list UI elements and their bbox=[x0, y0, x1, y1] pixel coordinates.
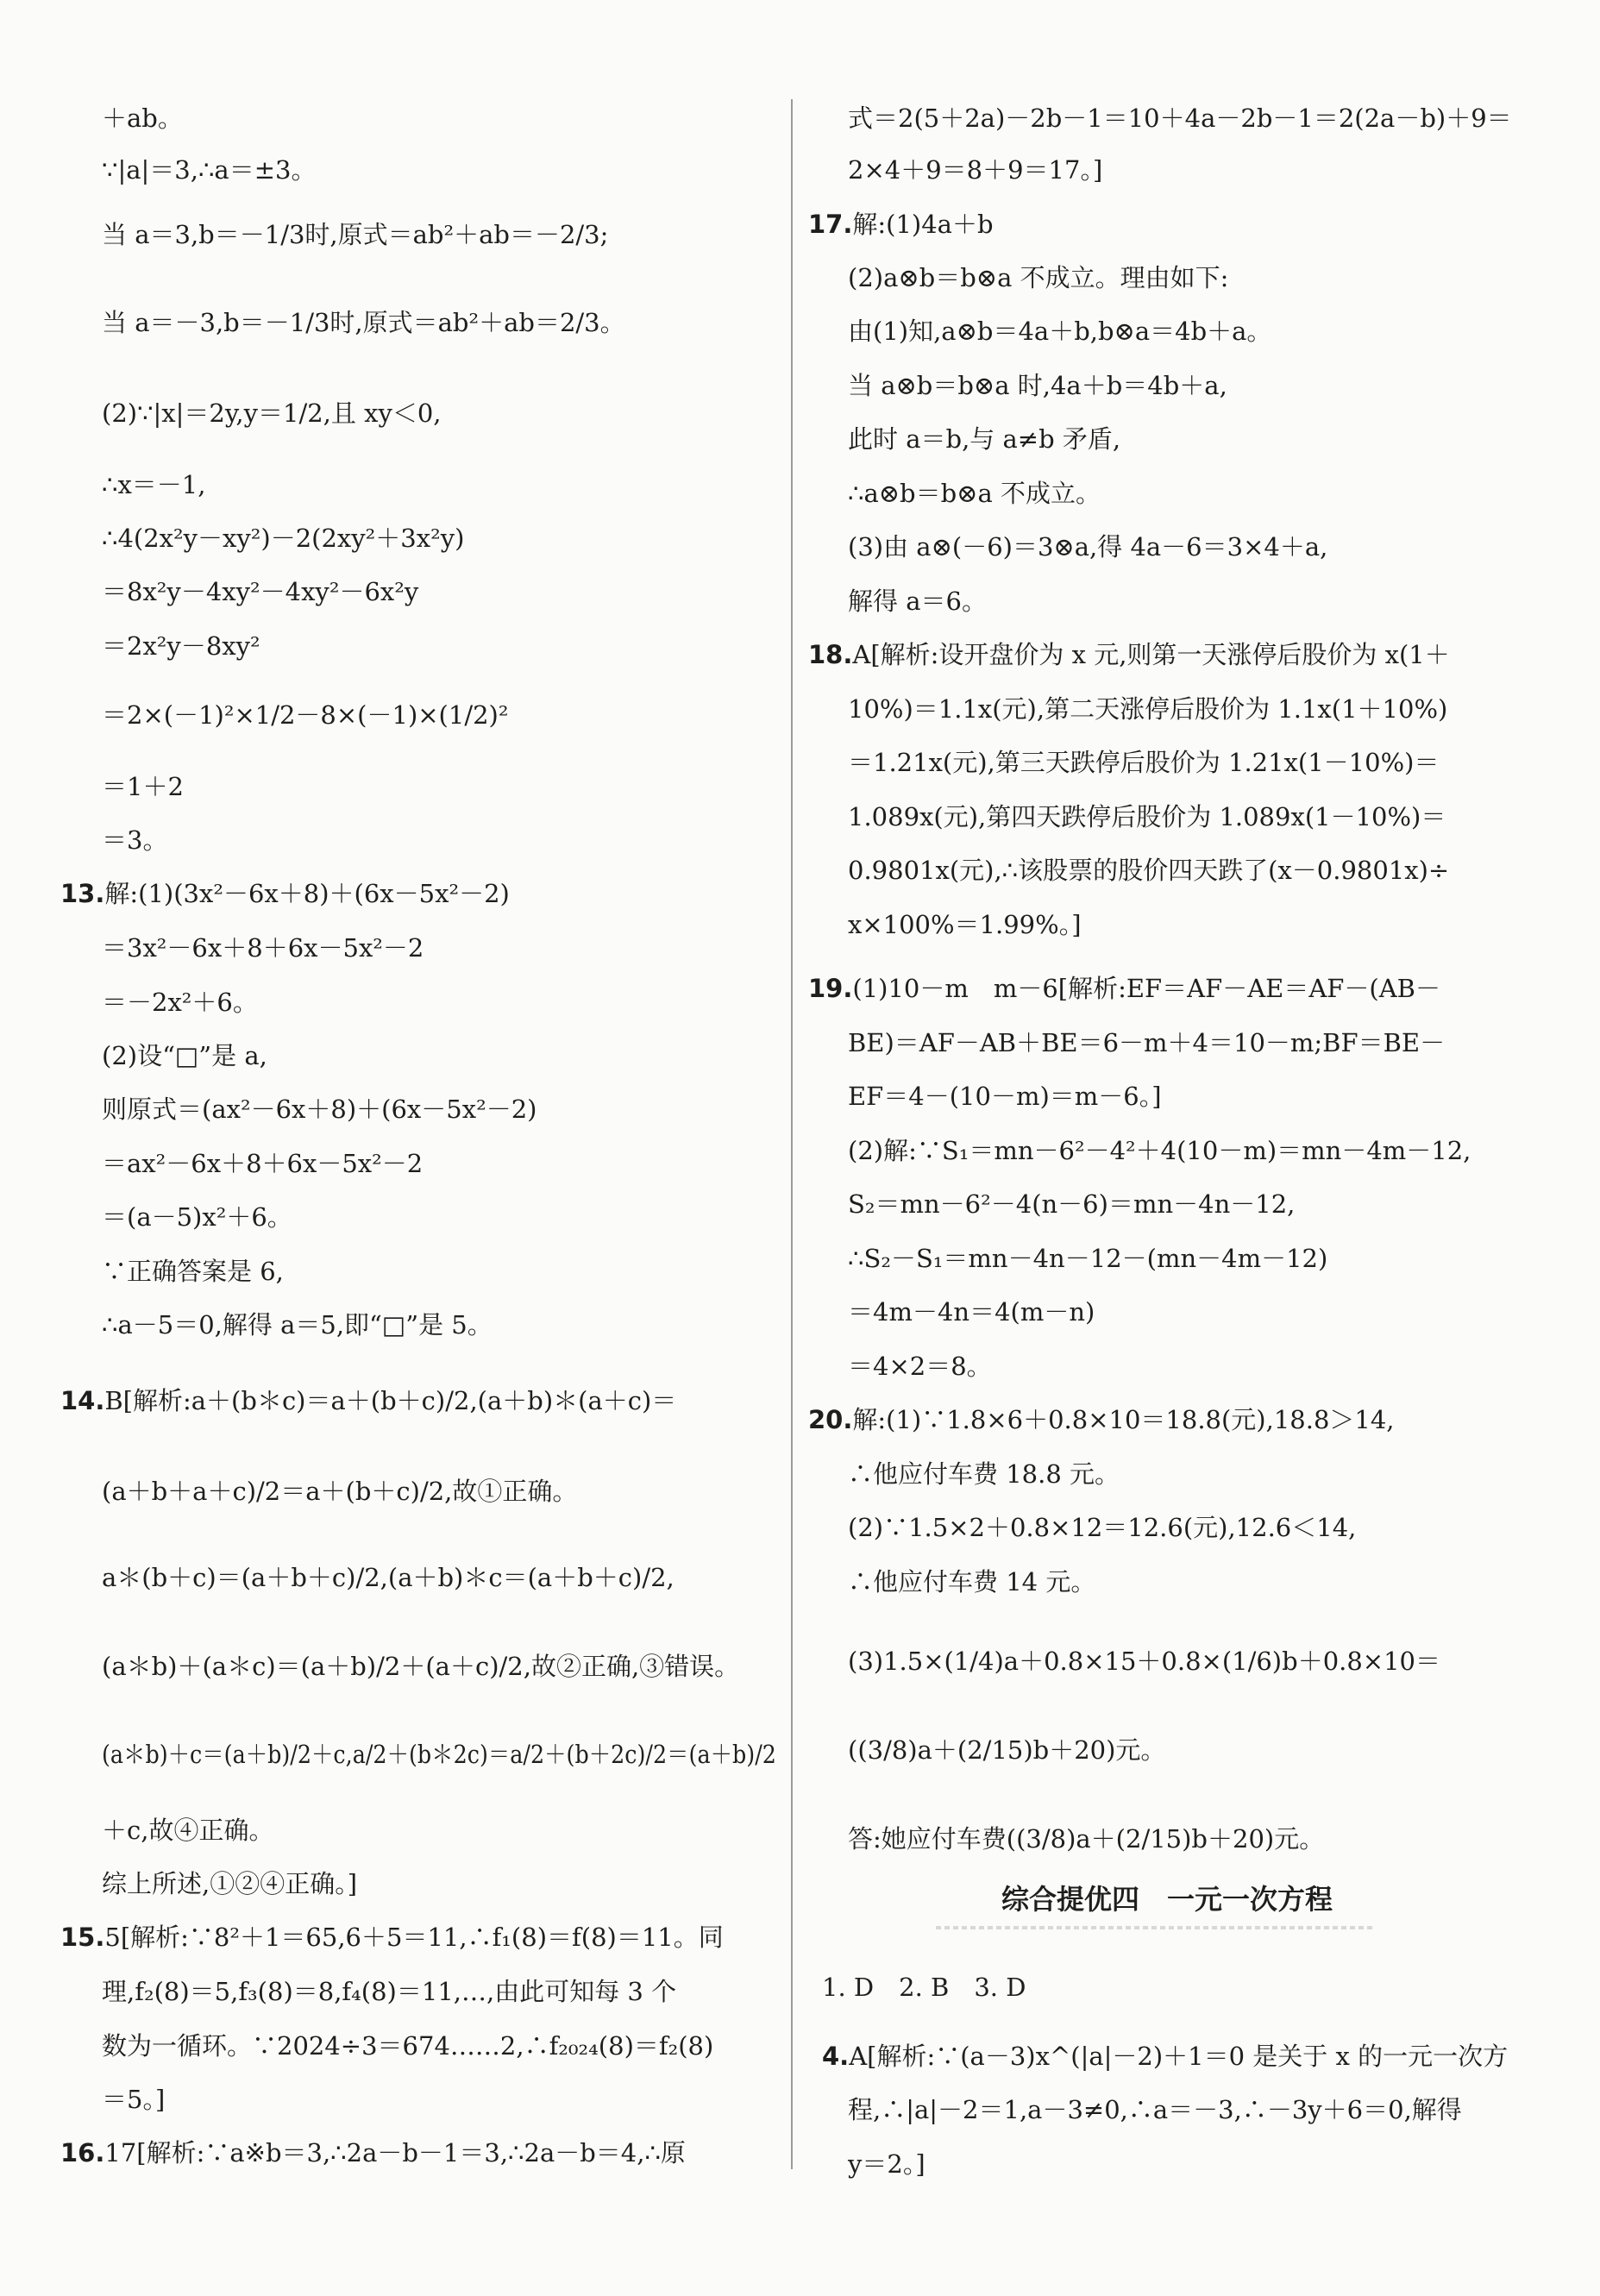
text-line: ＝－2x²＋6。 bbox=[102, 988, 258, 1017]
text-line: (2)解:∵S₁＝mn－6²－4²＋4(10－m)＝mn－4m－12, bbox=[848, 1136, 1471, 1165]
text-line: a＊(b＋c)＝(a＋b＋c)/2,(a＋b)＊c＝(a＋b＋c)/2, bbox=[102, 1563, 675, 1592]
text-line: 则原式＝(ax²－6x＋8)＋(6x－5x²－2) bbox=[102, 1095, 537, 1124]
text-line: 4.A[解析:∵(a－3)x^(|a|－2)＋1＝0 是关于 x 的一元一次方 bbox=[822, 2042, 1509, 2071]
text-line: 16.17[解析:∵a※b＝3,∴2a－b－1＝3,∴2a－b＝4,∴原 bbox=[60, 2138, 686, 2167]
text-line: ∴他应付车费 18.8 元。 bbox=[848, 1459, 1120, 1489]
text-line: 当 a⊗b＝b⊗a 时,4a＋b＝4b＋a, bbox=[848, 371, 1227, 400]
text-line: 13.解:(1)(3x²－6x＋8)＋(6x－5x²－2) bbox=[60, 879, 510, 908]
text-line: 答:她应付车费((3/8)a＋(2/15)b＋20)元。 bbox=[848, 1824, 1325, 1854]
text-line: (2)∵1.5×2＋0.8×12＝12.6(元),12.6＜14, bbox=[848, 1513, 1357, 1542]
text-line: 理,f₂(8)＝5,f₃(8)＝8,f₄(8)＝11,…,由此可知每 3 个 bbox=[102, 1977, 677, 2006]
text-line: (a＊b)＋c＝(a＋b)/2＋c,a/2＋(b＊2c)＝a/2＋(b＋2c)/2＝(a＋b)/2 bbox=[102, 1740, 776, 1769]
text-line: 0.9801x(元),∴该股票的股价四天跌了(x－0.9801x)÷ bbox=[848, 856, 1450, 885]
text-line: ∴4(2x²y－xy²)－2(2xy²＋3x²y) bbox=[102, 524, 465, 553]
text-line: 综上所述,①②④正确。] bbox=[102, 1869, 358, 1898]
text-line: 由(1)知,a⊗b＝4a＋b,b⊗a＝4b＋a。 bbox=[848, 317, 1272, 346]
text-line: ∴S₂－S₁＝mn－4n－12－(mn－4m－12) bbox=[848, 1244, 1328, 1273]
text-line: ＝2x²y－8xy² bbox=[102, 631, 260, 661]
text-line: ＝4m－4n＝4(m－n) bbox=[848, 1297, 1095, 1327]
text-line: ((3/8)a＋(2/15)b＋20)元。 bbox=[848, 1735, 1166, 1765]
text-line: ＝2×(－1)²×1/2－8×(－1)×(1/2)² bbox=[102, 700, 509, 730]
text-line: ＝ax²－6x＋8＋6x－5x²－2 bbox=[102, 1149, 424, 1178]
text-line: ＝4×2＝8。 bbox=[848, 1352, 992, 1381]
text-line: (a＊b)＋(a＊c)＝(a＋b)/2＋(a＋c)/2,故②正确,③错误。 bbox=[102, 1652, 740, 1681]
column-divider bbox=[791, 99, 793, 2169]
text-line: 15.5[解析:∵8²＋1＝65,6＋5＝11,∴f₁(8)＝f(8)＝11。同 bbox=[60, 1923, 724, 1952]
text-line: (2)设“□”是 a, bbox=[102, 1041, 267, 1070]
text-line: EF＝4－(10－m)＝m－6。] bbox=[848, 1082, 1162, 1111]
text-line: ∴x＝－1, bbox=[102, 470, 206, 499]
text-line: ∴他应付车费 14 元。 bbox=[848, 1567, 1096, 1597]
text-line: 此时 a＝b,与 a≠b 矛盾, bbox=[848, 424, 1121, 454]
text-line: (3)由 a⊗(－6)＝3⊗a,得 4a－6＝3×4＋a, bbox=[848, 532, 1328, 561]
text-line: ＝3x²－6x＋8＋6x－5x²－2 bbox=[102, 933, 424, 963]
text-line: 14.B[解析:a＋(b＊c)＝a＋(b＋c)/2,(a＋b)＊(a＋c)＝ bbox=[60, 1386, 677, 1415]
text-line: y＝2。] bbox=[848, 2149, 925, 2179]
text-line: 10%)＝1.1x(元),第二天涨停后股价为 1.1x(1＋10%) bbox=[848, 694, 1448, 724]
text-line: 1.089x(元),第四天跌停后股价为 1.089x(1－10%)＝ bbox=[848, 802, 1446, 831]
section-title: 综合提优四 一元一次方程 bbox=[1001, 1883, 1333, 1916]
text-line: ＝1.21x(元),第三天跌停后股价为 1.21x(1－10%)＝ bbox=[848, 748, 1440, 777]
text-line: 1. D 2. B 3. D bbox=[822, 1973, 1026, 2002]
text-line: (3)1.5×(1/4)a＋0.8×15＋0.8×(1/6)b＋0.8×10＝ bbox=[848, 1647, 1441, 1676]
text-line: (2)∵|x|＝2y,y＝1/2,且 xy＜0, bbox=[102, 398, 442, 428]
text-line: ＝(a－5)x²＋6。 bbox=[102, 1202, 292, 1232]
text-line: 18.A[解析:设开盘价为 x 元,则第一天涨停后股价为 x(1＋ bbox=[808, 640, 1450, 669]
text-line: S₂＝mn－6²－4(n－6)＝mn－4n－12, bbox=[848, 1189, 1296, 1219]
text-line: 17.解:(1)4a＋b bbox=[808, 210, 994, 239]
text-line: (2)a⊗b＝b⊗a 不成立。理由如下: bbox=[848, 263, 1229, 292]
text-line: 程,∴|a|－2＝1,a－3≠0,∴a＝－3,∴－3y＋6＝0,解得 bbox=[848, 2095, 1462, 2124]
text-line: 2×4＋9＝8＋9＝17。] bbox=[848, 155, 1103, 185]
text-line: 解得 a＝6。 bbox=[848, 587, 987, 616]
text-line: ＋ab。 bbox=[102, 104, 183, 133]
text-line: x×100%＝1.99%。] bbox=[848, 910, 1082, 939]
text-line: 数为一循环。∵2024÷3＝674……2,∴f₂₀₂₄(8)＝f₂(8) bbox=[102, 2031, 714, 2061]
text-line: ∴a⊗b＝b⊗a 不成立。 bbox=[848, 479, 1101, 508]
text-line: (a＋b＋a＋c)/2＝a＋(b＋c)/2,故①正确。 bbox=[102, 1477, 578, 1506]
section-title-rule bbox=[936, 1926, 1376, 1929]
text-line: ∴a－5＝0,解得 a＝5,即“□”是 5。 bbox=[102, 1310, 493, 1339]
text-line: 当 a＝－3,b＝－1/3时,原式＝ab²＋ab＝2/3。 bbox=[102, 308, 625, 337]
text-line: BE)＝AF－AB＋BE＝6－m＋4＝10－m;BF＝BE－ bbox=[848, 1028, 1446, 1057]
text-line: ＝8x²y－4xy²－4xy²－6x²y bbox=[102, 577, 419, 606]
text-line: ＋c,故④正确。 bbox=[102, 1816, 274, 1845]
text-line: ＝1＋2 bbox=[102, 772, 184, 801]
text-line: 式＝2(5＋2a)－2b－1＝10＋4a－2b－1＝2(2a－b)＋9＝ bbox=[848, 104, 1512, 133]
text-line: ∵|a|＝3,∴a＝±3。 bbox=[102, 155, 317, 185]
text-line: 当 a＝3,b＝－1/3时,原式＝ab²＋ab＝－2/3; bbox=[102, 220, 609, 249]
text-line: ＝5。] bbox=[102, 2085, 166, 2114]
text-line: ＝3。 bbox=[102, 825, 168, 855]
text-line: ∵正确答案是 6, bbox=[102, 1257, 284, 1286]
text-line: 20.解:(1)∵1.8×6＋0.8×10＝18.8(元),18.8＞14, bbox=[808, 1405, 1395, 1434]
text-line: 19.(1)10－m m－6[解析:EF＝AF－AE＝AF－(AB－ bbox=[808, 974, 1440, 1003]
